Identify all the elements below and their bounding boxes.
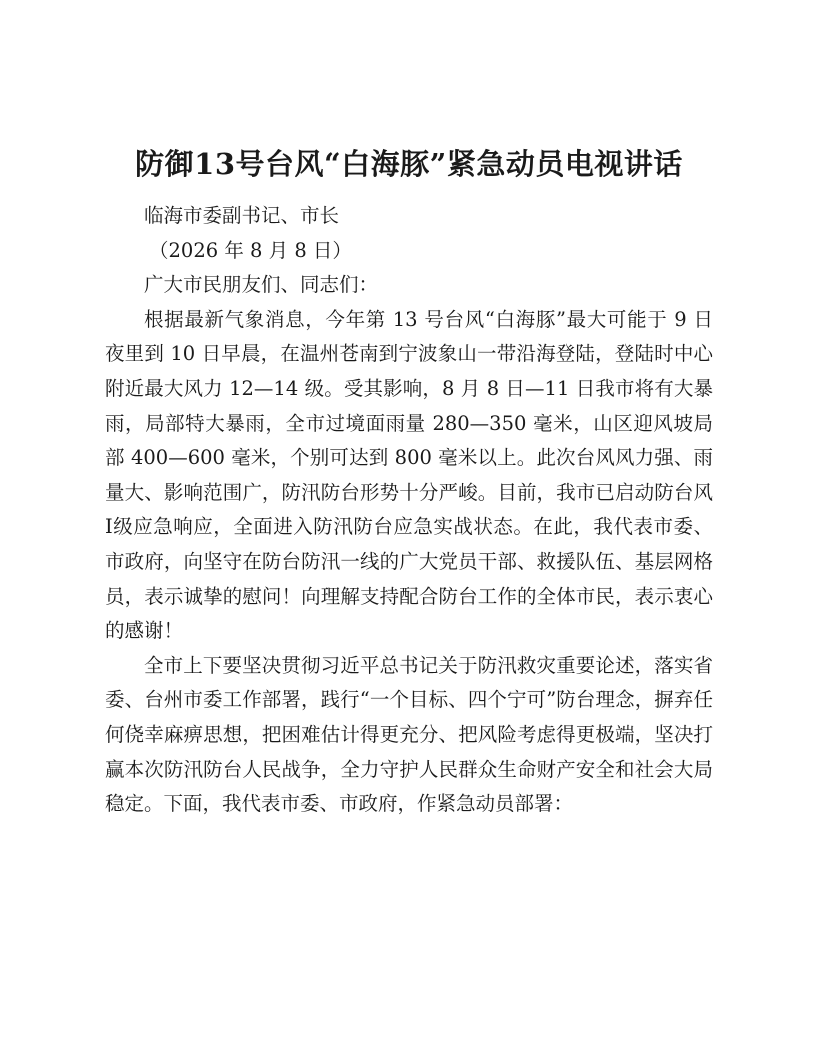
salutation: 广大市民朋友们、同志们： (144, 273, 379, 297)
document-title: 防御13号台风“白海豚”紧急动员电视讲话 (135, 147, 683, 181)
paragraph: 全市上下要坚决贯彻习近平总书记关于防汛救灾重要论述，落实省委、台州市委工作部署，践行“一个目标、四个宁可”防台理念，摒弃任何侥幸麻痹思想，把困难估计得更充分、把风险考虑得更极端，坚决打赢本次防汛防台人民战争，全力守护人民群众生命财产安全和社会大局稳定。下面，我代表市委、市政府，作紧急动员部署： (105, 653, 713, 816)
date-line: （2026 年 8 月 8 日） (149, 238, 352, 262)
document-body (105, 199, 713, 822)
paragraph: 根据最新气象消息，今年第 13 号台风“白海豚”最大可能于 9 日夜里到 10 日早晨，在温州苍南到宁波象山一带沿海登陆，登陆时中心附近最大风力 12—14 级。受其影响，8 月 8 日—11 日我市将有大暴雨，局部特大暴雨，全市过境面雨量 280—350 毫米，山区迎风坡局部 400—600 毫米，个别可达到 800 毫米以上。此次台风风力强、雨量大、影响范围广，防汛防台形势十分严峻。目前，我市已启动防台风Ⅰ级应急响应，全面进入防汛防台应急实战状态。在此，我代表市委、市政府，向坚守在防台防汛一线的广大党员干部、救援队伍、基层网格员，表示诚挚的慰问！向理解支持配合防台工作的全体市民，表示衷心的感谢！ (105, 307, 713, 643)
speaker-line: 临海市委副书记、市长 (144, 204, 340, 227)
